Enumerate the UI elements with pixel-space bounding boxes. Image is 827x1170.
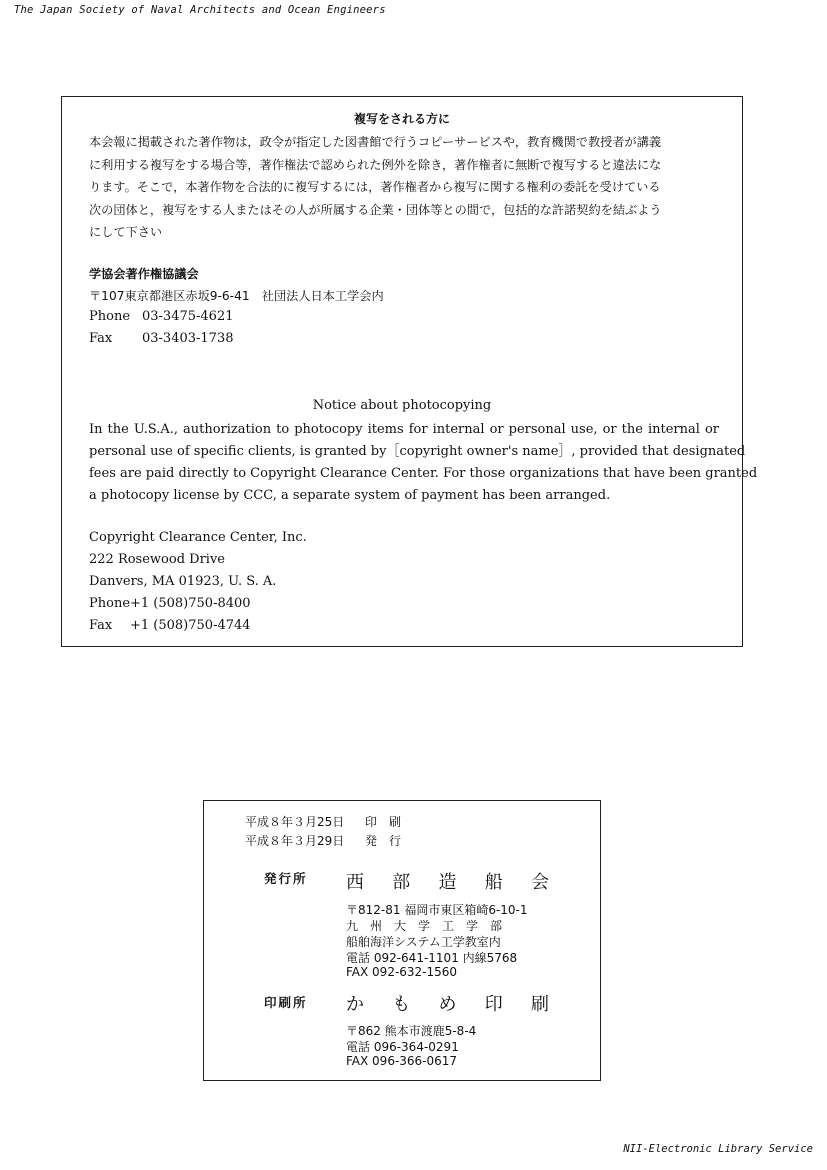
jp-org-name: 学協会著作権協議会 (89, 267, 199, 281)
ccc-name: Copyright Clearance Center, Inc. (89, 530, 307, 545)
jp-notice-line: にして下さい (89, 225, 163, 239)
publisher-name (346, 868, 549, 894)
printer-name (346, 990, 549, 1016)
jp-fax-row (89, 331, 234, 346)
publisher-phone: 電話 092-641-1101 内線5768 (346, 951, 518, 965)
jp-notice-title: 複写をされる方に (353, 112, 450, 126)
publisher-address-line: 〒812-81 福岡市東区箱崎6-10-1 (346, 903, 528, 917)
print-label: 印 刷 (365, 815, 402, 829)
jp-notice-line: に利用する複写をする場合等，著作権法で認められた例外を除き，著作権者に無断で複写すると違法にな (89, 157, 662, 172)
jp-notice-paragraph (89, 131, 719, 244)
print-date: 平成８年３月25日 (245, 815, 345, 829)
publisher-address-line: 九 州 大 学 工 学 部 (346, 919, 503, 933)
printer-phone: 電話 096-364-0291 (346, 1040, 459, 1054)
fax-label: Fax (89, 618, 113, 633)
publisher-address-line: 船舶海洋システム工学教室内 (346, 935, 501, 949)
ccc-phone-row (89, 596, 251, 611)
en-notice-line: In the U.S.A., authorization to photocopy items for internal or personal use, or the internal or (89, 422, 719, 437)
jp-notice-line: 次の団体と，複写をする人またはその人が所属する企業・団体等との間で，包括的な許諾契約を結ぶよう (89, 202, 662, 217)
jp-phone-row (89, 309, 234, 324)
phone-label: Phone (89, 596, 131, 611)
print-date-row (245, 813, 401, 830)
en-notice-paragraph (89, 419, 758, 507)
printer-char: 印 (484, 994, 503, 1015)
publisher-fax: FAX 092-632-1560 (346, 965, 458, 979)
colophon-box (203, 800, 601, 1081)
printer-char: 刷 (531, 994, 549, 1015)
fax-number: +1 (508)750-4744 (130, 618, 251, 633)
publisher-char: 西 (346, 872, 364, 893)
copyright-notice-box (61, 96, 758, 647)
jp-notice-line: 本会報に掲載された著作物は，政令が指定した図書館で行うコピーサービスや，教育機関で教授者が講義 (89, 135, 662, 149)
en-notice-title: Notice about photocopying (312, 398, 492, 413)
phone-number: +1 (508)750-8400 (130, 596, 251, 611)
publisher-char: 部 (392, 872, 411, 893)
fax-number: 03-3403-1738 (142, 331, 234, 346)
jp-org-address: 〒107東京都港区赤坂9-6-41 社団法人日本工学会内 (89, 289, 384, 303)
fax-label: Fax (89, 331, 113, 346)
publisher-label: 発行所 (264, 871, 308, 886)
running-header: The Japan Society of Naval Architects and Ocean Engineers (14, 4, 386, 16)
printer-char: め (438, 994, 457, 1015)
printer-address-line: 〒862 熊本市渡鹿5-8-4 (346, 1024, 477, 1038)
en-notice-line: a photocopy license by CCC, a separate system of payment has been arranged. (89, 488, 611, 503)
issue-date-row (245, 832, 401, 849)
phone-label: Phone (89, 309, 131, 324)
printer-fax: FAX 096-366-0617 (346, 1054, 458, 1068)
issue-date: 平成８年３月29日 (245, 834, 345, 848)
phone-number: 03-3475-4621 (142, 309, 234, 324)
publisher-char: 船 (484, 872, 503, 893)
en-notice-line: personal use of specific clients, is granted by［copyright owner's name］, provided that designated (89, 444, 746, 459)
printer-char: も (392, 994, 411, 1015)
issue-label: 発 行 (365, 834, 402, 848)
running-footer: NII-Electronic Library Service (623, 1143, 813, 1155)
ccc-city: Danvers, MA 01923, U. S. A. (89, 574, 277, 589)
en-notice-line: fees are paid directly to Copyright Clearance Center. For those organizations that have been granted (89, 466, 758, 481)
printer-char: か (346, 994, 364, 1015)
printer-label: 印刷所 (264, 995, 308, 1010)
publisher-char: 造 (438, 872, 457, 893)
ccc-fax-row (89, 618, 251, 633)
jp-notice-line: ります。そこで，本著作物を合法的に複写するには，著作権者から複写に関する権利の委託を受けている (89, 180, 661, 194)
publisher-char: 会 (531, 872, 549, 893)
ccc-street: 222 Rosewood Drive (89, 552, 225, 567)
